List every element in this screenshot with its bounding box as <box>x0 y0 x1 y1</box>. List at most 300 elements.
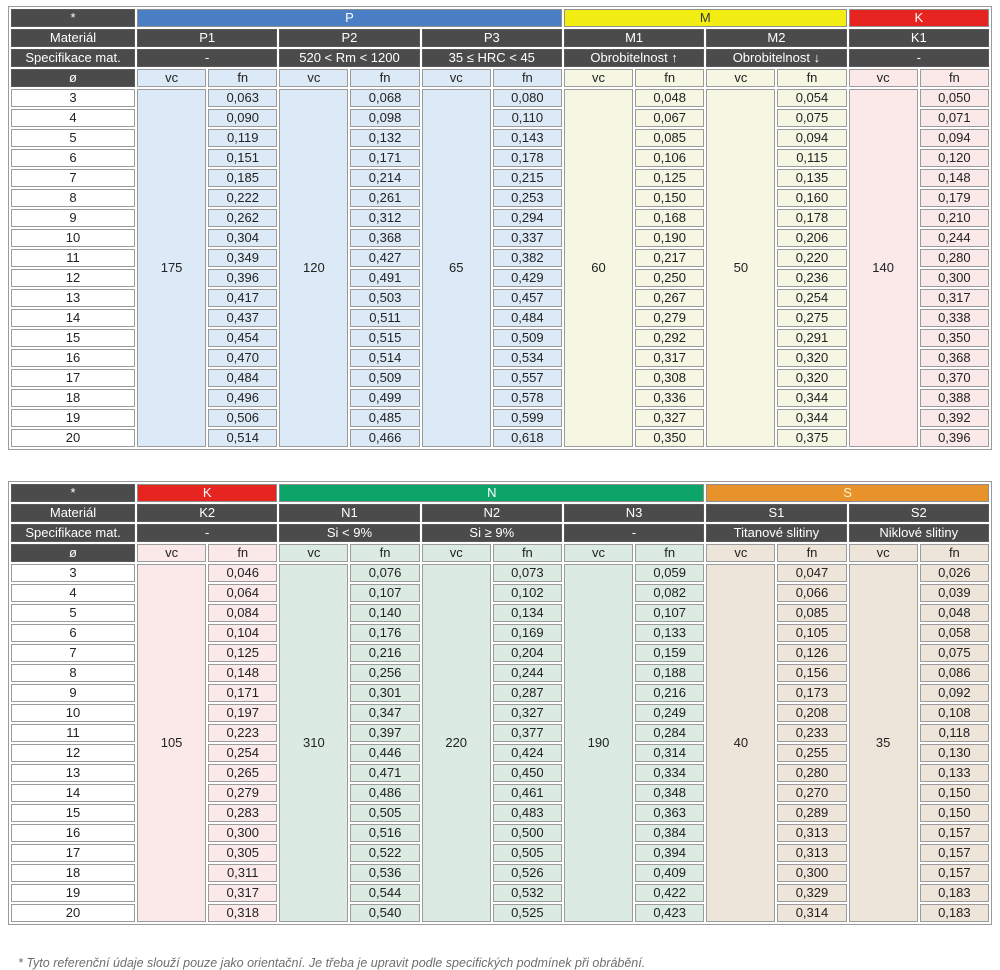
fn-value-K2: 0,171 <box>208 684 277 702</box>
fn-value-P2: 0,499 <box>350 389 419 407</box>
spec-row-label: Specifikace mat. <box>11 524 135 542</box>
fn-value-S2: 0,039 <box>920 584 989 602</box>
vc-value-M2: 50 <box>706 89 775 447</box>
vc-header-K2: vc <box>137 544 206 562</box>
fn-value-K1: 0,280 <box>920 249 989 267</box>
fn-value-K2: 0,148 <box>208 664 277 682</box>
fn-value-P3: 0,599 <box>493 409 562 427</box>
fn-value-P2: 0,515 <box>350 329 419 347</box>
fn-value-K2: 0,084 <box>208 604 277 622</box>
fn-value-K1: 0,338 <box>920 309 989 327</box>
diameter-cell: 18 <box>11 864 135 882</box>
fn-value-N2: 0,483 <box>493 804 562 822</box>
vc-header-N1: vc <box>279 544 348 562</box>
material-cell-P3: P3 <box>422 29 562 47</box>
fn-value-N1: 0,446 <box>350 744 419 762</box>
fn-value-K2: 0,254 <box>208 744 277 762</box>
fn-value-P3: 0,557 <box>493 369 562 387</box>
corner-asterisk: * <box>11 9 135 27</box>
vc-value-K2: 105 <box>137 564 206 922</box>
fn-value-K2: 0,104 <box>208 624 277 642</box>
fn-value-K1: 0,368 <box>920 349 989 367</box>
fn-value-P2: 0,514 <box>350 349 419 367</box>
fn-value-P3: 0,509 <box>493 329 562 347</box>
fn-value-P2: 0,485 <box>350 409 419 427</box>
fn-value-P2: 0,261 <box>350 189 419 207</box>
fn-value-S1: 0,047 <box>777 564 846 582</box>
fn-value-P3: 0,484 <box>493 309 562 327</box>
fn-value-K2: 0,318 <box>208 904 277 922</box>
fn-value-K2: 0,305 <box>208 844 277 862</box>
fn-value-S2: 0,157 <box>920 864 989 882</box>
fn-value-P1: 0,454 <box>208 329 277 347</box>
spec-cell-P2: 520 < Rm < 1200 <box>279 49 419 67</box>
spec-cell-S2: Niklové slitiny <box>849 524 989 542</box>
fn-value-N1: 0,301 <box>350 684 419 702</box>
fn-value-S2: 0,075 <box>920 644 989 662</box>
fn-value-K1: 0,210 <box>920 209 989 227</box>
vc-value-M1: 60 <box>564 89 633 447</box>
material-cell-N2: N2 <box>422 504 562 522</box>
fn-value-N2: 0,169 <box>493 624 562 642</box>
diameter-cell: 17 <box>11 369 135 387</box>
fn-value-S1: 0,270 <box>777 784 846 802</box>
fn-value-P2: 0,427 <box>350 249 419 267</box>
fn-value-N2: 0,450 <box>493 764 562 782</box>
fn-value-M2: 0,135 <box>777 169 846 187</box>
fn-value-K1: 0,179 <box>920 189 989 207</box>
fn-value-S2: 0,157 <box>920 824 989 842</box>
fn-value-P2: 0,171 <box>350 149 419 167</box>
fn-value-M1: 0,336 <box>635 389 704 407</box>
fn-value-P3: 0,578 <box>493 389 562 407</box>
fn-value-N2: 0,424 <box>493 744 562 762</box>
fn-value-S1: 0,314 <box>777 904 846 922</box>
fn-value-M2: 0,291 <box>777 329 846 347</box>
diameter-cell: 5 <box>11 604 135 622</box>
diameter-cell: 5 <box>11 129 135 147</box>
fn-value-M2: 0,160 <box>777 189 846 207</box>
fn-value-M2: 0,115 <box>777 149 846 167</box>
fn-value-K1: 0,392 <box>920 409 989 427</box>
diameter-cell: 11 <box>11 249 135 267</box>
vc-header-S1: vc <box>706 544 775 562</box>
fn-value-N3: 0,284 <box>635 724 704 742</box>
fn-value-P2: 0,466 <box>350 429 419 447</box>
fn-value-K2: 0,311 <box>208 864 277 882</box>
fn-value-N1: 0,536 <box>350 864 419 882</box>
table-row <box>11 89 989 107</box>
fn-value-P2: 0,511 <box>350 309 419 327</box>
diameter-cell: 15 <box>11 804 135 822</box>
fn-value-K1: 0,300 <box>920 269 989 287</box>
fn-value-P1: 0,090 <box>208 109 277 127</box>
fn-value-S1: 0,085 <box>777 604 846 622</box>
spec-cell-P1: - <box>137 49 277 67</box>
material-row-label: Materiál <box>11 504 135 522</box>
fn-value-P1: 0,119 <box>208 129 277 147</box>
fn-value-P3: 0,143 <box>493 129 562 147</box>
diameter-cell: 19 <box>11 884 135 902</box>
fn-value-K1: 0,370 <box>920 369 989 387</box>
diameter-cell: 19 <box>11 409 135 427</box>
material-cell-N3: N3 <box>564 504 704 522</box>
fn-value-S1: 0,105 <box>777 624 846 642</box>
fn-header-M2: fn <box>777 69 846 87</box>
fn-value-N3: 0,384 <box>635 824 704 842</box>
vc-header-P3: vc <box>422 69 491 87</box>
fn-value-K2: 0,046 <box>208 564 277 582</box>
group-header-K: K <box>137 484 277 502</box>
fn-value-P1: 0,514 <box>208 429 277 447</box>
fn-value-P3: 0,457 <box>493 289 562 307</box>
fn-value-P1: 0,304 <box>208 229 277 247</box>
fn-value-N2: 0,102 <box>493 584 562 602</box>
fn-value-M2: 0,344 <box>777 409 846 427</box>
fn-value-S1: 0,300 <box>777 864 846 882</box>
diameter-cell: 10 <box>11 229 135 247</box>
diameter-cell: 20 <box>11 429 135 447</box>
fn-value-N1: 0,471 <box>350 764 419 782</box>
diameter-cell: 12 <box>11 744 135 762</box>
fn-value-M2: 0,094 <box>777 129 846 147</box>
fn-value-P1: 0,417 <box>208 289 277 307</box>
fn-value-N3: 0,334 <box>635 764 704 782</box>
vc-value-N1: 310 <box>279 564 348 922</box>
fn-value-N1: 0,397 <box>350 724 419 742</box>
fn-value-M2: 0,254 <box>777 289 846 307</box>
fn-value-N3: 0,409 <box>635 864 704 882</box>
spec-cell-S1: Titanové slitiny <box>706 524 846 542</box>
fn-value-M2: 0,075 <box>777 109 846 127</box>
fn-value-N1: 0,347 <box>350 704 419 722</box>
fn-value-P2: 0,214 <box>350 169 419 187</box>
diameter-cell: 12 <box>11 269 135 287</box>
fn-value-P3: 0,215 <box>493 169 562 187</box>
spec-cell-K1: - <box>849 49 989 67</box>
fn-value-P1: 0,496 <box>208 389 277 407</box>
fn-value-M1: 0,327 <box>635 409 704 427</box>
fn-value-S1: 0,126 <box>777 644 846 662</box>
fn-value-K2: 0,265 <box>208 764 277 782</box>
fn-value-S1: 0,329 <box>777 884 846 902</box>
fn-value-S2: 0,058 <box>920 624 989 642</box>
fn-value-P3: 0,534 <box>493 349 562 367</box>
diameter-cell: 10 <box>11 704 135 722</box>
fn-value-P1: 0,262 <box>208 209 277 227</box>
fn-value-M1: 0,317 <box>635 349 704 367</box>
fn-value-K2: 0,279 <box>208 784 277 802</box>
diameter-cell: 6 <box>11 624 135 642</box>
fn-value-M1: 0,085 <box>635 129 704 147</box>
diameter-cell: 4 <box>11 109 135 127</box>
fn-value-S2: 0,118 <box>920 724 989 742</box>
fn-header-P1: fn <box>208 69 277 87</box>
fn-value-N3: 0,348 <box>635 784 704 802</box>
fn-value-N2: 0,505 <box>493 844 562 862</box>
fn-value-S1: 0,233 <box>777 724 846 742</box>
fn-value-S1: 0,280 <box>777 764 846 782</box>
vc-header-M2: vc <box>706 69 775 87</box>
fn-header-M1: fn <box>635 69 704 87</box>
diameter-cell: 3 <box>11 564 135 582</box>
fn-value-P1: 0,063 <box>208 89 277 107</box>
fn-header-N3: fn <box>635 544 704 562</box>
fn-value-P1: 0,396 <box>208 269 277 287</box>
material-cell-P1: P1 <box>137 29 277 47</box>
fn-value-S2: 0,086 <box>920 664 989 682</box>
fn-value-M2: 0,320 <box>777 349 846 367</box>
vc-value-S1: 40 <box>706 564 775 922</box>
fn-value-P1: 0,484 <box>208 369 277 387</box>
group-header-S: S <box>706 484 989 502</box>
diameter-cell: 18 <box>11 389 135 407</box>
vc-header-P1: vc <box>137 69 206 87</box>
material-cell-S1: S1 <box>706 504 846 522</box>
spec-cell-P3: 35 ≤ HRC < 45 <box>422 49 562 67</box>
fn-value-N1: 0,216 <box>350 644 419 662</box>
fn-value-S1: 0,173 <box>777 684 846 702</box>
fn-value-N2: 0,204 <box>493 644 562 662</box>
diameter-cell: 6 <box>11 149 135 167</box>
diameter-cell: 3 <box>11 89 135 107</box>
diameter-cell: 15 <box>11 329 135 347</box>
fn-value-S2: 0,183 <box>920 884 989 902</box>
fn-header-K1: fn <box>920 69 989 87</box>
fn-value-P1: 0,470 <box>208 349 277 367</box>
cutting-table-2-container <box>8 481 992 925</box>
fn-value-N2: 0,073 <box>493 564 562 582</box>
fn-value-M1: 0,308 <box>635 369 704 387</box>
fn-header-S2: fn <box>920 544 989 562</box>
group-header-M: M <box>564 9 847 27</box>
fn-value-S2: 0,157 <box>920 844 989 862</box>
spec-cell-K2: - <box>137 524 277 542</box>
fn-value-N2: 0,327 <box>493 704 562 722</box>
vc-value-N3: 190 <box>564 564 633 922</box>
diameter-cell: 16 <box>11 824 135 842</box>
fn-value-P2: 0,312 <box>350 209 419 227</box>
fn-value-K2: 0,300 <box>208 824 277 842</box>
fn-value-M2: 0,320 <box>777 369 846 387</box>
fn-value-M2: 0,275 <box>777 309 846 327</box>
fn-value-M1: 0,267 <box>635 289 704 307</box>
fn-value-S1: 0,313 <box>777 844 846 862</box>
fn-value-N3: 0,363 <box>635 804 704 822</box>
fn-value-N3: 0,159 <box>635 644 704 662</box>
fn-value-K1: 0,094 <box>920 129 989 147</box>
fn-value-P1: 0,506 <box>208 409 277 427</box>
cutting-table-1-container <box>8 6 992 450</box>
fn-value-K1: 0,071 <box>920 109 989 127</box>
fn-value-M1: 0,217 <box>635 249 704 267</box>
fn-value-K1: 0,350 <box>920 329 989 347</box>
fn-value-K2: 0,064 <box>208 584 277 602</box>
fn-value-P2: 0,132 <box>350 129 419 147</box>
fn-value-N1: 0,486 <box>350 784 419 802</box>
fn-value-K1: 0,244 <box>920 229 989 247</box>
spec-cell-M1: Obrobitelnost ↑ <box>564 49 704 67</box>
fn-value-M2: 0,375 <box>777 429 846 447</box>
fn-value-K2: 0,283 <box>208 804 277 822</box>
fn-value-S2: 0,130 <box>920 744 989 762</box>
fn-value-N2: 0,461 <box>493 784 562 802</box>
fn-value-M1: 0,350 <box>635 429 704 447</box>
fn-value-M2: 0,220 <box>777 249 846 267</box>
fn-header-S1: fn <box>777 544 846 562</box>
vc-value-P3: 65 <box>422 89 491 447</box>
fn-value-M2: 0,054 <box>777 89 846 107</box>
diameter-cell: 7 <box>11 169 135 187</box>
fn-value-P3: 0,382 <box>493 249 562 267</box>
fn-value-N3: 0,314 <box>635 744 704 762</box>
fn-value-N1: 0,540 <box>350 904 419 922</box>
fn-value-S1: 0,289 <box>777 804 846 822</box>
fn-value-K2: 0,197 <box>208 704 277 722</box>
fn-value-N1: 0,107 <box>350 584 419 602</box>
fn-value-P3: 0,178 <box>493 149 562 167</box>
fn-value-P3: 0,294 <box>493 209 562 227</box>
diameter-cell: 8 <box>11 664 135 682</box>
fn-value-M1: 0,125 <box>635 169 704 187</box>
fn-value-K1: 0,120 <box>920 149 989 167</box>
group-header-K: K <box>849 9 989 27</box>
fn-value-M1: 0,279 <box>635 309 704 327</box>
fn-header-P2: fn <box>350 69 419 87</box>
fn-value-M2: 0,178 <box>777 209 846 227</box>
diameter-cell: 9 <box>11 684 135 702</box>
diameter-cell: 16 <box>11 349 135 367</box>
material-cell-M1: M1 <box>564 29 704 47</box>
table-row <box>11 564 989 582</box>
group-header-P: P <box>137 9 562 27</box>
fn-value-N3: 0,082 <box>635 584 704 602</box>
fn-value-N2: 0,377 <box>493 724 562 742</box>
vc-header-S2: vc <box>849 544 918 562</box>
fn-value-P3: 0,337 <box>493 229 562 247</box>
fn-value-S2: 0,150 <box>920 784 989 802</box>
vc-value-S2: 35 <box>849 564 918 922</box>
diameter-cell: 8 <box>11 189 135 207</box>
fn-value-S1: 0,255 <box>777 744 846 762</box>
fn-value-N1: 0,140 <box>350 604 419 622</box>
material-cell-S2: S2 <box>849 504 989 522</box>
fn-value-N3: 0,133 <box>635 624 704 642</box>
fn-value-M2: 0,236 <box>777 269 846 287</box>
fn-value-M1: 0,150 <box>635 189 704 207</box>
fn-value-P1: 0,151 <box>208 149 277 167</box>
fn-value-P1: 0,185 <box>208 169 277 187</box>
fn-value-K1: 0,396 <box>920 429 989 447</box>
fn-value-P1: 0,222 <box>208 189 277 207</box>
vc-header-M1: vc <box>564 69 633 87</box>
fn-value-S2: 0,092 <box>920 684 989 702</box>
vc-value-N2: 220 <box>422 564 491 922</box>
diameter-cell: 7 <box>11 644 135 662</box>
spec-cell-N3: - <box>564 524 704 542</box>
fn-value-P3: 0,080 <box>493 89 562 107</box>
fn-value-N2: 0,526 <box>493 864 562 882</box>
fn-value-N2: 0,244 <box>493 664 562 682</box>
fn-value-P3: 0,429 <box>493 269 562 287</box>
fn-value-M1: 0,168 <box>635 209 704 227</box>
fn-value-N1: 0,516 <box>350 824 419 842</box>
fn-value-M2: 0,206 <box>777 229 846 247</box>
fn-value-S2: 0,026 <box>920 564 989 582</box>
fn-value-M2: 0,344 <box>777 389 846 407</box>
spec-cell-N1: Si < 9% <box>279 524 419 542</box>
fn-value-N1: 0,076 <box>350 564 419 582</box>
fn-value-P2: 0,491 <box>350 269 419 287</box>
fn-value-S2: 0,108 <box>920 704 989 722</box>
fn-value-N2: 0,287 <box>493 684 562 702</box>
vc-value-P1: 175 <box>137 89 206 447</box>
fn-value-N2: 0,134 <box>493 604 562 622</box>
fn-value-M1: 0,048 <box>635 89 704 107</box>
fn-value-S1: 0,313 <box>777 824 846 842</box>
fn-value-K2: 0,223 <box>208 724 277 742</box>
fn-value-P2: 0,368 <box>350 229 419 247</box>
diameter-cell: 14 <box>11 309 135 327</box>
material-cell-M2: M2 <box>706 29 846 47</box>
diameter-cell: 20 <box>11 904 135 922</box>
diameter-cell: 11 <box>11 724 135 742</box>
vc-header-N3: vc <box>564 544 633 562</box>
diameter-cell: 14 <box>11 784 135 802</box>
fn-value-M1: 0,250 <box>635 269 704 287</box>
fn-value-S1: 0,208 <box>777 704 846 722</box>
fn-value-N3: 0,216 <box>635 684 704 702</box>
cutting-data-table-2 <box>8 481 992 925</box>
fn-value-N1: 0,544 <box>350 884 419 902</box>
vc-value-P2: 120 <box>279 89 348 447</box>
fn-value-P1: 0,437 <box>208 309 277 327</box>
fn-value-S2: 0,183 <box>920 904 989 922</box>
fn-value-S1: 0,066 <box>777 584 846 602</box>
diameter-cell: 17 <box>11 844 135 862</box>
fn-value-M1: 0,190 <box>635 229 704 247</box>
fn-value-P1: 0,349 <box>208 249 277 267</box>
vc-header-K1: vc <box>849 69 918 87</box>
fn-value-N1: 0,256 <box>350 664 419 682</box>
corner-asterisk: * <box>11 484 135 502</box>
fn-value-P2: 0,068 <box>350 89 419 107</box>
vc-header-N2: vc <box>422 544 491 562</box>
material-row-label: Materiál <box>11 29 135 47</box>
diameter-cell: 9 <box>11 209 135 227</box>
vc-header-P2: vc <box>279 69 348 87</box>
fn-value-N3: 0,422 <box>635 884 704 902</box>
fn-value-K2: 0,317 <box>208 884 277 902</box>
fn-value-P3: 0,110 <box>493 109 562 127</box>
material-cell-K1: K1 <box>849 29 989 47</box>
fn-value-K1: 0,388 <box>920 389 989 407</box>
fn-value-S2: 0,048 <box>920 604 989 622</box>
fn-value-M1: 0,106 <box>635 149 704 167</box>
fn-value-N2: 0,500 <box>493 824 562 842</box>
spec-row-label: Specifikace mat. <box>11 49 135 67</box>
vc-value-K1: 140 <box>849 89 918 447</box>
fn-value-N1: 0,505 <box>350 804 419 822</box>
fn-value-K2: 0,125 <box>208 644 277 662</box>
fn-value-M1: 0,292 <box>635 329 704 347</box>
diameter-cell: 13 <box>11 289 135 307</box>
fn-header-N1: fn <box>350 544 419 562</box>
material-cell-P2: P2 <box>279 29 419 47</box>
diameter-header: ø <box>11 544 135 562</box>
footnote: * Tyto referenční údaje slouží pouze jako orientační. Je třeba je upravit podle specifických podmínek při obrábění. <box>18 956 646 970</box>
fn-value-N3: 0,394 <box>635 844 704 862</box>
